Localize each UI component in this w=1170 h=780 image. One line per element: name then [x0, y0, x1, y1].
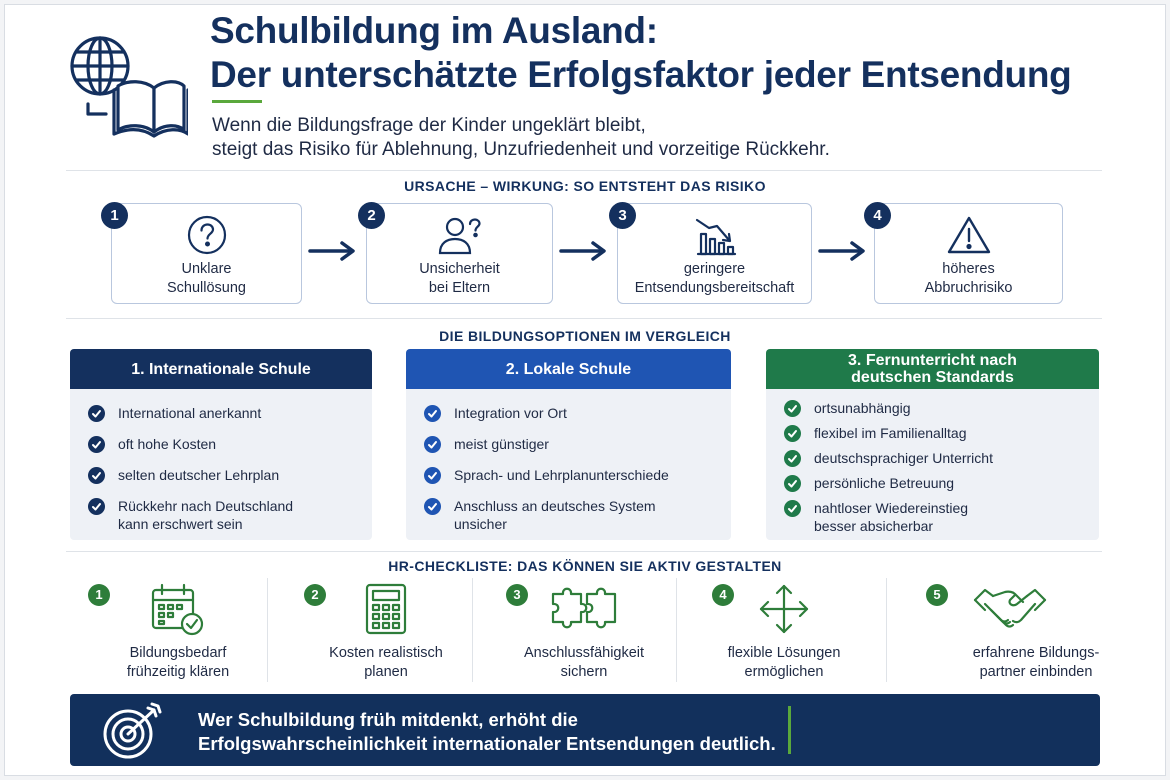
- checklist-item-5: [902, 578, 1110, 688]
- list-item: [424, 497, 721, 533]
- checkmark-icon: [784, 450, 801, 467]
- option-card-title: 1. Internationale Schule: [131, 360, 311, 378]
- step-number-badge: 3: [609, 202, 636, 229]
- step-number-badge: 4: [864, 202, 891, 229]
- person-question-icon: [437, 214, 483, 261]
- declining-chart-icon: [693, 214, 737, 261]
- checkmark-icon: [88, 467, 105, 484]
- option-card-header: [70, 349, 372, 389]
- list-item: [424, 435, 721, 453]
- checklist-title: HR-CHECKLISTE: DAS KÖNNEN SIE AKTIV GESTALTEN: [388, 558, 782, 574]
- cause-step-label-line: Unklare: [181, 261, 232, 277]
- question-icon: [186, 214, 228, 261]
- cause-step-label-line: Abbruchrisiko: [924, 280, 1013, 296]
- list-item: [424, 466, 721, 484]
- cause-step-label-line: geringere: [683, 261, 746, 277]
- cause-step-label-line: bei Eltern: [428, 280, 491, 296]
- checklist-label-line: ermöglichen: [744, 664, 824, 680]
- cause-step-label-line: Schullösung: [167, 280, 246, 296]
- checklist-label: [938, 644, 1134, 682]
- cause-step-label-line: höheres: [942, 261, 995, 277]
- options-title: DIE BILDUNGSOPTIONEN IM VERGLEICH: [439, 328, 731, 344]
- cause-step-1: [111, 203, 302, 304]
- option-card-header: [406, 349, 731, 389]
- cause-step-label: [112, 260, 301, 298]
- cause-step-label: [875, 260, 1062, 298]
- divider: [66, 170, 1102, 171]
- option-card-international: [70, 349, 372, 540]
- step-number-badge: 5: [926, 584, 948, 606]
- checkmark-icon: [784, 475, 801, 492]
- list-item: [88, 404, 362, 422]
- page-title-line-1: Schulbildung im Ausland:: [210, 10, 658, 51]
- handshake-icon: [973, 582, 1047, 641]
- step-number-badge: 4: [712, 584, 734, 606]
- divider: [66, 551, 1102, 552]
- target-icon: [102, 702, 166, 765]
- page-title-line-2: Der unterschätzte Erfolgsfaktor jeder Entsendung: [210, 54, 1072, 95]
- title-accent-bar: [212, 100, 262, 103]
- list-item-text: Rückkehr nach Deutschland: [118, 498, 294, 514]
- conclusion-text: [198, 708, 776, 756]
- list-item: [88, 497, 362, 533]
- arrow-right-icon: [818, 240, 868, 267]
- checklist-label-line: Bildungsbedarf: [129, 645, 227, 661]
- option-card-title: 3. Fernunterricht nach: [848, 352, 1017, 369]
- list-item-text: unsicher: [454, 516, 507, 532]
- list-item-text: besser absicherbar: [814, 518, 934, 534]
- option-list: [88, 404, 362, 533]
- checklist-label-line: planen: [364, 664, 408, 680]
- cause-step-label: [367, 260, 552, 298]
- option-card-title: 2. Lokale Schule: [505, 360, 632, 378]
- list-item: [424, 404, 721, 422]
- subtitle-line-2: steigt das Risiko für Ablehnung, Unzufriedenheit und vorzeitige Rückkehr.: [212, 139, 830, 160]
- checkmark-icon: [784, 425, 801, 442]
- checkmark-icon: [784, 400, 801, 417]
- checklist-item-2: [282, 578, 490, 688]
- list-item: [88, 435, 362, 453]
- cause-step-label-line: Unsicherheit: [419, 261, 500, 277]
- list-item-text: persönliche Betreuung: [814, 475, 955, 491]
- puzzle-icon: [549, 582, 619, 641]
- option-card-title: deutschen Standards: [851, 369, 1014, 386]
- cause-step-label: [618, 260, 811, 298]
- option-list: [784, 399, 1089, 535]
- list-item-text: Sprach- und Lehrplanunterschiede: [454, 467, 669, 483]
- calculator-icon: [363, 582, 409, 641]
- checklist-label-line: flexible Lösungen: [727, 645, 841, 661]
- option-card-local: [406, 349, 731, 540]
- checkmark-icon: [424, 436, 441, 453]
- checklist-label: [282, 644, 490, 682]
- cause-step-3: [617, 203, 812, 304]
- list-item-text: selten deutscher Lehrplan: [118, 467, 280, 483]
- checkmark-icon: [88, 405, 105, 422]
- list-item-text: Anschluss an deutsches System: [454, 498, 656, 514]
- list-item: [784, 399, 1089, 417]
- conclusion-text-line: Wer Schulbildung früh mitdenkt, erhöht die: [198, 709, 578, 730]
- cause-step-2: [366, 203, 553, 304]
- list-item-text: kann erschwert sein: [118, 516, 243, 532]
- checklist-item-1: [74, 578, 282, 688]
- list-item-text: nahtloser Wiedereinstieg: [814, 500, 969, 516]
- banner-accent-bar: [788, 706, 791, 754]
- move-arrows-icon: [757, 582, 811, 641]
- checkmark-icon: [424, 467, 441, 484]
- list-item-text: oft hohe Kosten: [118, 436, 217, 452]
- list-item: [784, 499, 1089, 535]
- globe-book-icon: [66, 34, 188, 143]
- list-item: [784, 424, 1089, 442]
- divider: [886, 578, 887, 682]
- list-item-text: meist günstiger: [454, 436, 549, 452]
- page-subtitle: [212, 114, 830, 162]
- conclusion-text-line: Erfolgswahrscheinlichkeit internationaler Entsendungen deutlich.: [198, 733, 776, 754]
- conclusion-banner: [70, 694, 1100, 766]
- checkmark-icon: [424, 498, 441, 515]
- list-item-text: International anerkannt: [118, 405, 262, 421]
- option-list: [424, 404, 721, 533]
- list-item: [784, 449, 1089, 467]
- checklist-label: [680, 644, 888, 682]
- checklist-label-line: partner einbinden: [979, 664, 1093, 680]
- warning-icon: [946, 214, 992, 261]
- step-number-badge: 2: [358, 202, 385, 229]
- option-card-remote: [766, 349, 1099, 540]
- cause-effect-title: URSACHE – WIRKUNG: SO ENTSTEHT DAS RISIKO: [404, 178, 766, 194]
- list-item: [784, 474, 1089, 492]
- divider: [267, 578, 268, 682]
- step-number-badge: 1: [88, 584, 110, 606]
- step-number-badge: 2: [304, 584, 326, 606]
- checklist-label-line: erfahrene Bildungs-: [972, 645, 1100, 661]
- checklist-label-line: frühzeitig klären: [126, 664, 230, 680]
- subtitle-line-1: Wenn die Bildungsfrage der Kinder ungeklärt bleibt,: [212, 115, 646, 136]
- list-item-text: Integration vor Ort: [454, 405, 567, 421]
- option-card-header: [766, 349, 1099, 389]
- checklist-label-line: sichern: [560, 664, 608, 680]
- step-number-badge: 1: [101, 202, 128, 229]
- checklist-item-4: [680, 578, 888, 688]
- arrow-right-icon: [308, 240, 358, 267]
- checklist-label-line: Anschlussfähigkeit: [523, 645, 645, 661]
- checklist-item-3: [480, 578, 688, 688]
- checkmark-icon: [88, 498, 105, 515]
- divider: [66, 318, 1102, 319]
- cause-step-4: [874, 203, 1063, 304]
- list-item-text: ortsunabhängig: [814, 400, 911, 416]
- arrow-right-icon: [559, 240, 609, 267]
- divider: [472, 578, 473, 682]
- step-number-badge: 3: [506, 584, 528, 606]
- divider: [676, 578, 677, 682]
- list-item: [88, 466, 362, 484]
- checklist-label: [74, 644, 282, 682]
- checkmark-icon: [88, 436, 105, 453]
- cause-step-label-line: Entsendungsbereitschaft: [634, 280, 795, 296]
- checklist-label: [480, 644, 688, 682]
- list-item-text: flexibel im Familienalltag: [814, 425, 967, 441]
- list-item-text: deutschsprachiger Unterricht: [814, 450, 993, 466]
- checkmark-icon: [424, 405, 441, 422]
- calendar-check-icon: [149, 582, 207, 641]
- checkmark-icon: [784, 500, 801, 517]
- checklist-label-line: Kosten realistisch: [329, 645, 443, 661]
